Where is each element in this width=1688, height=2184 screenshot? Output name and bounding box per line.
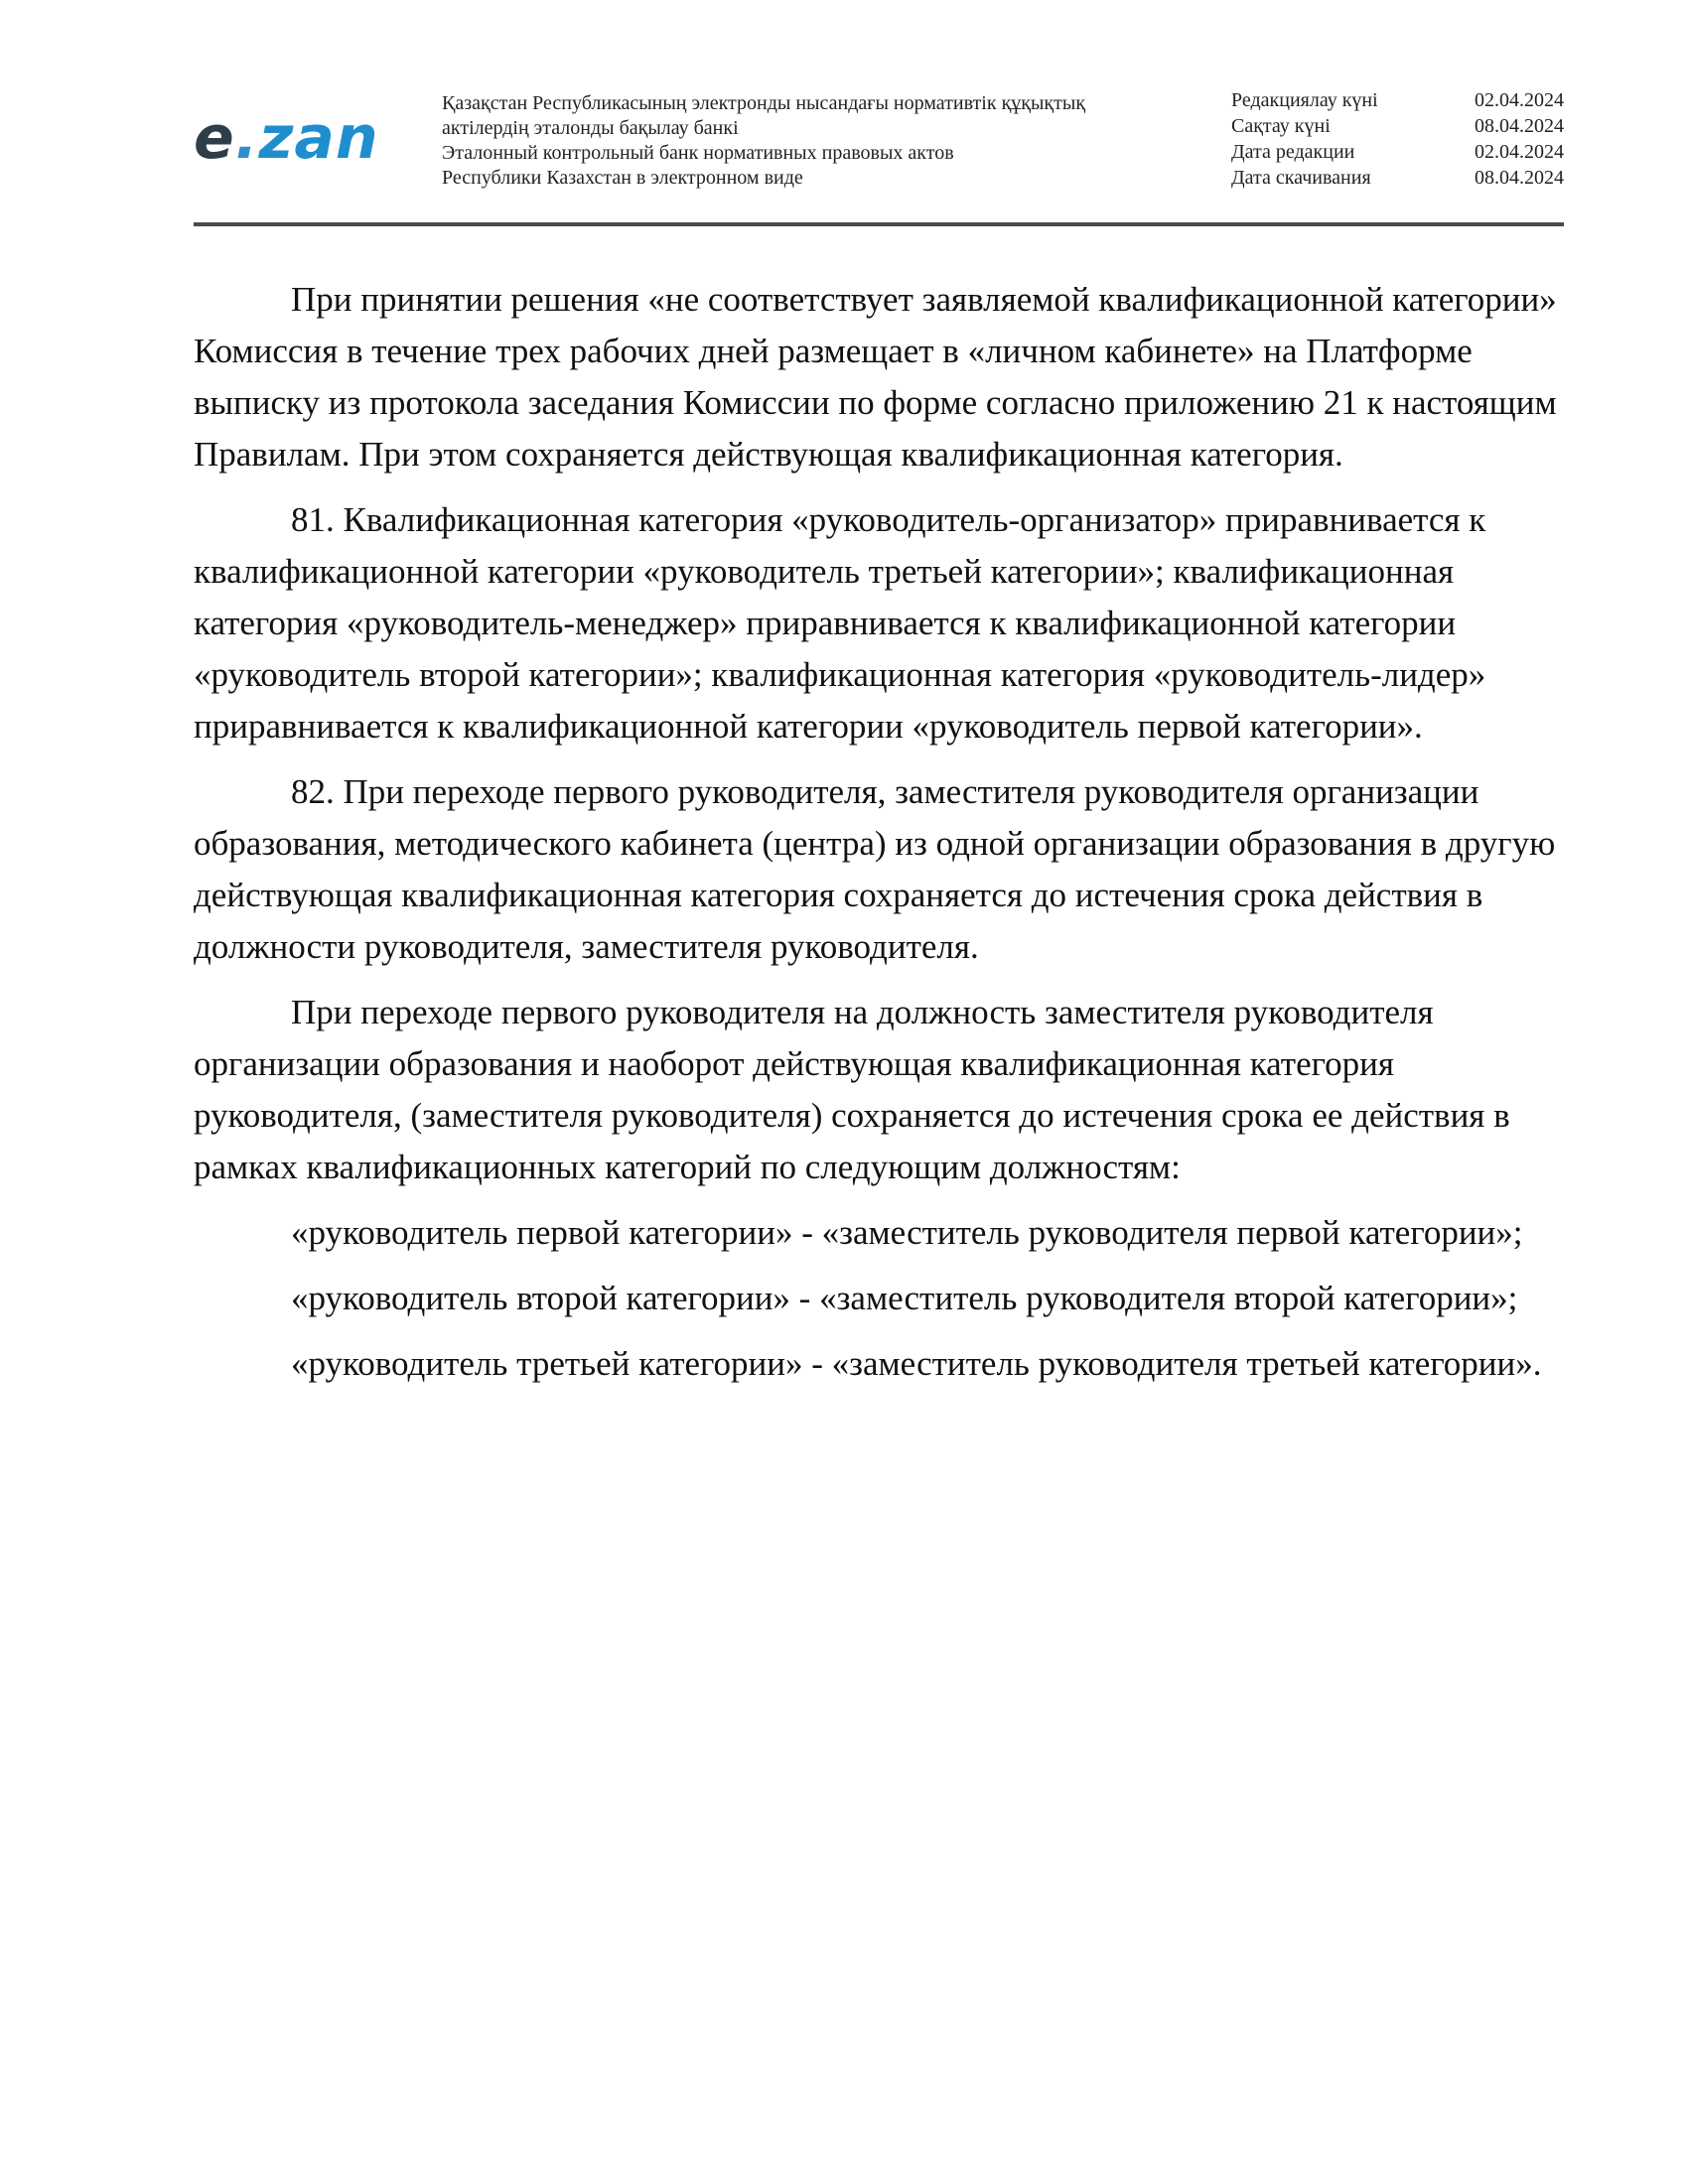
paragraph: При переходе первого руководителя на должность заместителя руководителя организации образования и наоборот действующая квалификационная категория руководителя, (заместителя руководителя) сохраняется до истечения срока ее действия в рамках квалификационных категорий по следующим должностям:: [194, 993, 1510, 1186]
paragraph: 81. Квалификационная категория «руководитель-организатор» приравнивается к квалификационной категории «руководитель третьей категории»; квалификационная категория «руководитель-менеджер» приравнивается к квалификационной категории «руководитель второй категории»; квалификационная категория «руководитель-лидер» приравнивается к квалификационной категории «руководитель первой категории».: [194, 500, 1486, 746]
logo-dot: .: [234, 103, 259, 173]
bank-name-line-3: Эталонный контрольный банк нормативных правовых актов: [442, 142, 954, 164]
document-meta: [1231, 87, 1564, 191]
meta-row-save-date-kz: [1231, 113, 1564, 139]
bank-name-line-4: Республики Казахстан в электронном виде: [442, 167, 803, 189]
document-body: [194, 274, 1564, 1404]
bank-name-line-1: Қазақстан Республикасының электронды нысандағы нормативтік құқықтық: [442, 92, 1086, 114]
document-header: [194, 85, 1564, 224]
meta-value: 08.04.2024: [1475, 115, 1564, 137]
meta-value: 02.04.2024: [1475, 89, 1564, 111]
bank-name: [442, 91, 1177, 191]
meta-label: Редакциялау күні: [1231, 89, 1378, 111]
meta-row-edit-date-kz: [1231, 87, 1564, 113]
meta-value: 02.04.2024: [1475, 141, 1564, 163]
paragraph: 82. При переходе первого руководителя, заместителя руководителя организации образования, методического кабинета (центра) из одной организации образования в другую действующая квалификационная категория сохраняется до истечения срока действия в должности руководителя, заместителя руководителя.: [194, 772, 1556, 966]
logo-name: zan: [258, 103, 379, 173]
meta-label: Дата скачивания: [1231, 167, 1371, 189]
meta-label: Дата редакции: [1231, 141, 1355, 163]
logo-prefix: e: [194, 103, 235, 173]
bank-name-line-2: актілердің эталонды бақылау банкі: [442, 117, 739, 139]
paragraph: «руководитель третьей категории» - «заместитель руководителя третьей категории».: [291, 1344, 1542, 1383]
meta-row-download-date-ru: [1231, 165, 1564, 191]
paragraph: При принятии решения «не соответствует заявляемой квалификационной категории» Комиссия в течение трех рабочих дней размещает в «личном кабинете» на Платформе выписку из протокола заседания Комиссии по форме согласно приложению 21 к настоящим Правилам. При этом сохраняется действующая квалификационная категория.: [194, 280, 1557, 474]
meta-row-edit-date-ru: [1231, 139, 1564, 165]
paragraph: «руководитель второй категории» - «заместитель руководителя второй категории»;: [291, 1279, 1518, 1317]
paragraph: «руководитель первой категории» - «заместитель руководителя первой категории»;: [291, 1213, 1523, 1252]
meta-label: Сақтау күні: [1231, 115, 1331, 137]
header-divider: [194, 222, 1564, 226]
meta-value: 08.04.2024: [1475, 167, 1564, 189]
ezan-logo: [194, 103, 392, 173]
